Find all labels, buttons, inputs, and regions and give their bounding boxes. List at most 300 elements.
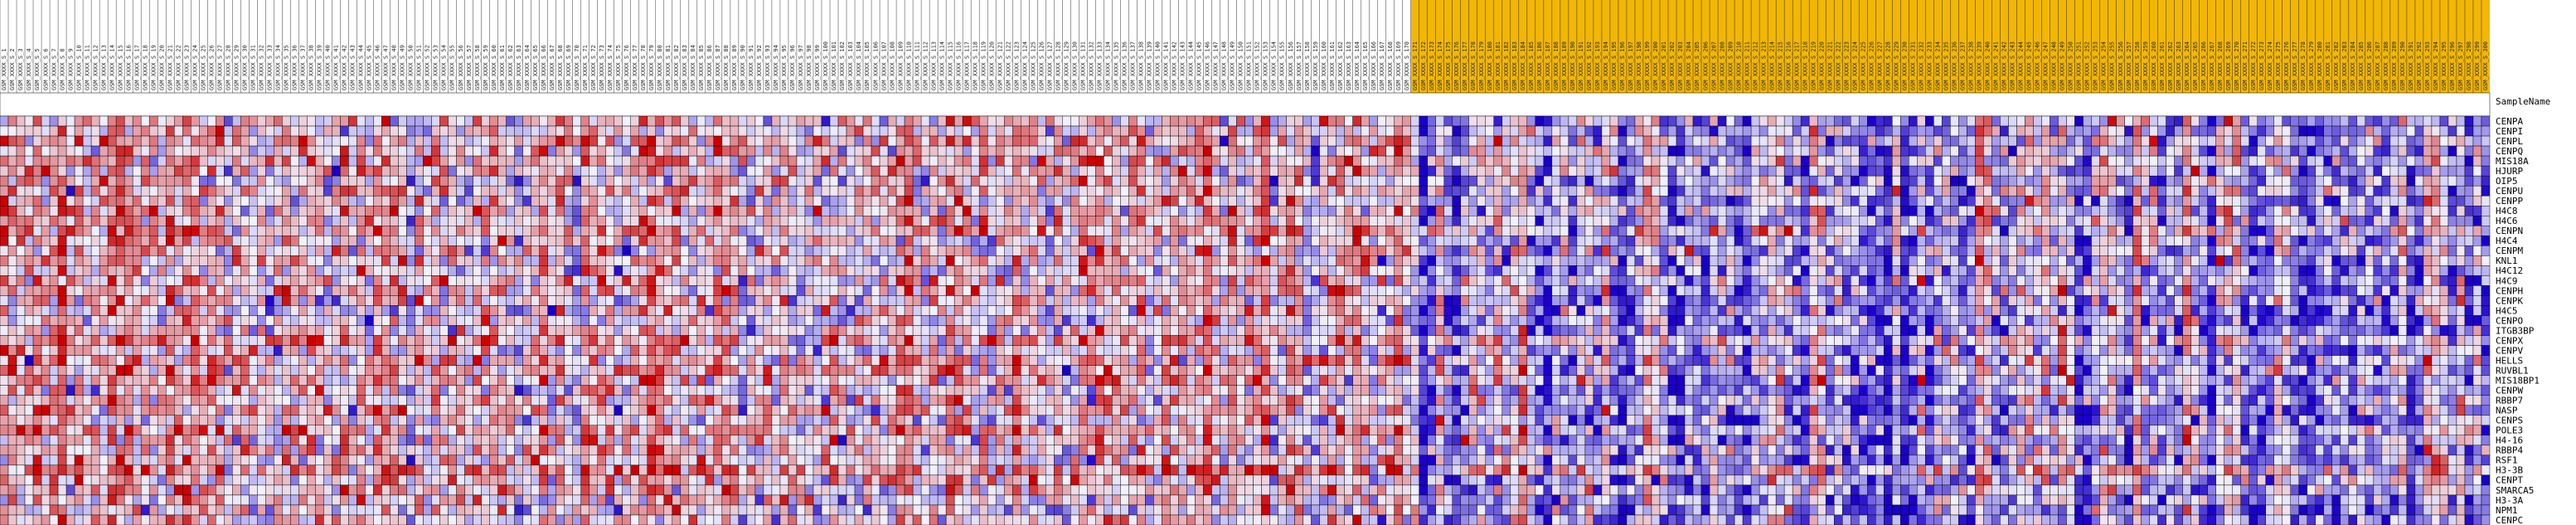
heatmap-cell [706,166,714,176]
heatmap-cell [1494,245,1502,255]
heatmap-cell [1112,146,1120,156]
heatmap-cell [888,255,896,265]
heatmap-cell [465,255,473,265]
heatmap-cell [531,216,540,226]
heatmap-cell [2473,226,2481,236]
heatmap-cell [2440,156,2448,166]
heatmap-cell [548,196,556,206]
heatmap-cell [1859,186,1867,196]
heatmap-cell [1178,156,1186,166]
sample-column-label: GSM_XXXX_S_258 [2133,41,2141,90]
heatmap-cell [838,245,847,255]
heatmap-cell [863,226,871,236]
heatmap-cell [589,166,598,176]
heatmap-cell [805,116,813,126]
heatmap-cell [1900,146,1909,156]
heatmap-cell [664,166,672,176]
heatmap-cell [1751,245,1759,255]
heatmap-cell [1925,216,1933,226]
heatmap-cell [1602,146,1610,156]
heatmap-cell [2241,146,2249,156]
heatmap-cell [813,206,822,216]
heatmap-cell [133,126,141,136]
heatmap-cell [1627,146,1635,156]
heatmap-cell [614,156,623,166]
heatmap-cell [2448,156,2457,166]
heatmap-cell [1104,116,1112,126]
heatmap-cell [2016,186,2025,196]
heatmap-cell [1245,186,1254,196]
heatmap-cell [780,116,788,126]
heatmap-cell [1137,166,1145,176]
heatmap-cell [1602,116,1610,126]
heatmap-cell [365,255,373,265]
heatmap-cell [124,126,133,136]
heatmap-cell [340,216,348,226]
heatmap-cell [2382,146,2390,156]
heatmap-cell [2283,245,2291,255]
sample-column-label: GSM_XXXX_S_27 [216,45,224,90]
heatmap-cell [2100,196,2108,206]
heatmap-cell [2324,176,2332,186]
sample-column-label: GSM_XXXX_S_167 [1378,41,1385,90]
heatmap-cell [1668,166,1676,176]
heatmap-cell [971,126,979,136]
heatmap-cell [1195,216,1203,226]
heatmap-cell [1477,156,1486,166]
heatmap-cell [1942,136,1950,146]
heatmap-cell [1245,176,1254,186]
sample-column-label: GSM_XXXX_S_259 [2142,41,2149,90]
heatmap-cell [1643,146,1652,156]
heatmap-cell [1685,156,1693,166]
heatmap-cell [58,236,66,245]
heatmap-cell [1037,156,1045,166]
heatmap-cell [1486,245,1494,255]
heatmap-cell [2324,126,2332,136]
heatmap-cell [896,245,905,255]
heatmap-cell [1045,206,1054,216]
heatmap-cell [797,176,805,186]
heatmap-cell [507,176,515,186]
heatmap-cell [863,136,871,146]
heatmap-cell [1909,216,1917,226]
heatmap-cell [398,245,406,255]
heatmap-cell [1087,255,1095,265]
heatmap-cell [523,126,531,136]
heatmap-cell [515,176,523,186]
heatmap-cell [2448,206,2457,216]
heatmap-cell [2175,136,2183,146]
heatmap-cell [2274,236,2283,245]
heatmap-cell [946,126,954,136]
heatmap-cell [1502,116,1511,126]
heatmap-cell [2033,166,2041,176]
heatmap-cell [606,136,614,146]
heatmap-cell [240,236,249,245]
sample-column-label: GSM_XXXX_S_268 [2216,41,2224,90]
heatmap-cell [2291,216,2299,226]
heatmap-cell [987,146,996,156]
heatmap-cell [913,226,921,236]
heatmap-cell [224,116,232,126]
heatmap-cell [1419,216,1428,226]
heatmap-cell [1759,226,1768,236]
heatmap-cell [75,186,83,196]
heatmap-cell [1461,196,1469,206]
heatmap-cell [697,226,706,236]
heatmap-cell [697,186,706,196]
heatmap-cell [954,136,963,146]
heatmap-cell [1021,166,1029,176]
heatmap-cell [1021,255,1029,265]
heatmap-cell [2382,236,2390,245]
heatmap-cell [2041,146,2050,156]
heatmap-cell [1153,116,1162,126]
heatmap-cell [2448,236,2457,245]
heatmap-cell [1710,216,1718,226]
heatmap-cell [1527,126,1535,136]
heatmap-cell [2341,136,2349,146]
heatmap-cell [714,245,722,255]
heatmap-cell [2224,245,2233,255]
heatmap-cell [1328,226,1337,236]
sample-column-label: GSM_XXXX_S_185 [1528,41,1535,90]
heatmap-cell [863,156,871,166]
heatmap-cell [498,236,507,245]
heatmap-cell [141,176,149,186]
heatmap-cell [855,116,863,126]
heatmap-cell [1768,226,1776,236]
heatmap-cell [581,216,589,226]
heatmap-cell [2166,136,2175,146]
sample-column-label: GSM_XXXX_S_59 [482,45,489,90]
heatmap-cell [141,126,149,136]
heatmap-cell [1444,226,1453,236]
heatmap-cell [8,116,17,126]
heatmap-cell [905,146,913,156]
heatmap-cell [822,236,830,245]
heatmap-cell [589,206,598,216]
heatmap-cell [1560,116,1569,126]
heatmap-cell [971,146,979,156]
heatmap-cell [913,116,921,126]
heatmap-cell [357,166,365,176]
heatmap-cell [805,216,813,226]
heatmap-cell [1585,255,1594,265]
heatmap-cell [2100,236,2108,245]
heatmap-cell [473,126,482,136]
heatmap-cell [979,156,987,166]
heatmap-cell [265,136,274,146]
heatmap-cell [149,156,158,166]
heatmap-cell [938,206,946,216]
heatmap-cell [1461,176,1469,186]
heatmap-cell [465,126,473,136]
heatmap-cell [1195,255,1203,265]
heatmap-cell [938,236,946,245]
heatmap-cell [1660,126,1668,136]
heatmap-cell [1892,146,1900,156]
heatmap-cell [2191,166,2200,176]
heatmap-cell [1395,126,1403,136]
heatmap-cell [548,156,556,166]
heatmap-cell [2357,245,2365,255]
heatmap-cell [1751,126,1759,136]
heatmap-cell [482,236,490,245]
heatmap-cell [523,196,531,206]
sample-column-label: GSM_XXXX_S_14 [109,45,116,90]
heatmap-cell [2457,126,2465,136]
heatmap-cell [2166,236,2175,245]
heatmap-cell [1759,146,1768,156]
heatmap-cell [1668,176,1676,186]
heatmap-cell [764,196,772,206]
heatmap-cell [589,136,598,146]
heatmap-cell [1112,255,1120,265]
heatmap-cell [41,176,50,186]
heatmap-cell [2041,196,2050,206]
heatmap-cell [1544,156,1552,166]
heatmap-cell [2117,146,2125,156]
heatmap-cell [2058,126,2066,136]
heatmap-cell [1444,245,1453,255]
sample-column-label: GSM_XXXX_S_182 [1503,41,1511,90]
heatmap-cell [1295,206,1303,216]
heatmap-cell [1128,255,1137,265]
heatmap-cell [1378,255,1386,265]
heatmap-cell [979,216,987,226]
heatmap-cell [2224,166,2233,176]
heatmap-cell [2216,176,2224,186]
heatmap-cell [2481,176,2490,186]
sample-column-label: GSM_XXXX_S_276 [2283,41,2290,90]
heatmap-cell [1021,245,1029,255]
heatmap-cell [365,236,373,245]
heatmap-cell [415,116,424,126]
heatmap-cell [332,216,340,226]
heatmap-cell [58,146,66,156]
heatmap-cell [1395,166,1403,176]
heatmap-cell [1826,166,1834,176]
sample-column-label: GSM_XXXX_S_202 [1669,41,1676,90]
heatmap-cell [714,176,722,186]
heatmap-cell [1527,226,1535,236]
heatmap-cell [2357,126,2365,136]
heatmap-cell [2175,216,2183,226]
sample-column-label: GSM_XXXX_S_104 [856,41,863,90]
heatmap-cell [672,156,681,166]
heatmap-cell [523,216,531,226]
heatmap-cell [573,255,581,265]
heatmap-cell [1734,136,1743,146]
sample-column-label: GSM_XXXX_S_149 [1229,41,1236,90]
heatmap-cell [406,255,415,265]
heatmap-cell [2175,166,2183,176]
heatmap-cell [1278,186,1287,196]
heatmap-cell [954,255,963,265]
heatmap-cell [1254,116,1262,126]
sample-column-label: GSM_XXXX_S_122 [1005,41,1012,90]
heatmap-cell [166,136,174,146]
heatmap-cell [548,206,556,216]
heatmap-cell [2058,206,2066,216]
heatmap-cell [1162,116,1170,126]
heatmap-cell [0,126,8,136]
heatmap-cell [672,196,681,206]
heatmap-cell [888,146,896,156]
heatmap-cell [2374,116,2382,126]
heatmap-cell [2465,216,2473,226]
heatmap-cell [2266,216,2274,226]
heatmap-cell [1801,226,1809,236]
heatmap-cell [2291,116,2299,126]
heatmap-cell [99,136,108,146]
heatmap-cell [75,156,83,166]
heatmap-cell [298,176,307,186]
heatmap-cell [2283,136,2291,146]
heatmap-cell [1337,126,1345,136]
heatmap-cell [406,146,415,156]
heatmap-cell [2382,216,2390,226]
heatmap-cell [1353,236,1361,245]
heatmap-cell [1660,196,1668,206]
heatmap-cell [2307,186,2316,196]
heatmap-cell [1511,255,1519,265]
heatmap-cell [2142,156,2150,166]
heatmap-cell [979,186,987,196]
heatmap-cell [25,156,33,166]
heatmap-cell [1983,226,1991,236]
heatmap-cell [681,116,689,126]
heatmap-cell [714,196,722,206]
heatmap-cell [1128,136,1137,146]
heatmap-cell [1428,226,1436,236]
heatmap-cell [415,166,424,176]
heatmap-cell [207,156,216,166]
heatmap-cell [323,206,332,216]
heatmap-cell [1577,136,1585,146]
heatmap-cell [191,255,199,265]
heatmap-cell [440,156,449,166]
heatmap-cell [340,116,348,126]
heatmap-cell [323,196,332,206]
heatmap-cell [440,186,449,196]
heatmap-cell [66,176,75,186]
heatmap-cell [2407,136,2415,146]
heatmap-cell [2473,186,2481,196]
heatmap-cell [556,136,565,146]
heatmap-cell [2407,166,2415,176]
sample-column-label: GSM_XXXX_S_277 [2291,41,2298,90]
heatmap-cell [2341,196,2349,206]
heatmap-cell [589,156,598,166]
heatmap-cell [199,255,207,265]
heatmap-cell [565,216,573,226]
heatmap-cell [788,126,797,136]
heatmap-cell [1419,126,1428,136]
heatmap-cell [2457,216,2465,226]
heatmap-cell [1436,196,1444,206]
heatmap-cell [722,116,730,126]
heatmap-cell [1095,245,1104,255]
heatmap-cell [1726,176,1734,186]
heatmap-cell [0,245,8,255]
heatmap-cell [1469,245,1477,255]
heatmap-cell [1668,136,1676,146]
heatmap-cell [41,236,50,245]
heatmap-cell [1236,226,1244,236]
heatmap-cell [1842,146,1851,156]
heatmap-cell [938,245,946,255]
heatmap-cell [1618,186,1627,196]
heatmap-cell [424,196,432,206]
heatmap-cell [2125,126,2133,136]
heatmap-cell [1403,136,1411,146]
heatmap-cell [855,226,863,236]
heatmap-cell [1145,206,1153,216]
heatmap-cell [282,255,290,265]
heatmap-cell [1137,245,1145,255]
sample-column-label: GSM_XXXX_S_298 [2466,41,2473,90]
heatmap-cell [2349,186,2357,196]
heatmap-cell [182,245,191,255]
heatmap-cell [2175,156,2183,166]
heatmap-cell [432,176,440,186]
heatmap-cell [1685,216,1693,226]
heatmap-cell [240,176,249,186]
heatmap-cell [1145,156,1153,166]
heatmap-cell [2233,166,2241,176]
heatmap-cell [2473,156,2481,166]
heatmap-cell [531,166,540,176]
heatmap-cell [50,146,58,156]
heatmap-cell [1287,255,1295,265]
heatmap-cell [739,226,747,236]
heatmap-cell [938,126,946,136]
heatmap-cell [2324,226,2332,236]
heatmap-cell [1287,226,1295,236]
heatmap-cell [1942,166,1950,176]
heatmap-cell [2100,166,2108,176]
heatmap-cell [963,136,971,146]
heatmap-cell [1419,136,1428,146]
heatmap-cell [1892,216,1900,226]
heatmap-cell [199,216,207,226]
heatmap-cell [1743,146,1751,156]
heatmap-cell [465,146,473,156]
heatmap-cell [1519,196,1527,206]
heatmap-cell [880,126,888,136]
heatmap-cell [614,216,623,226]
heatmap-cell [2374,196,2382,206]
heatmap-cell [1502,146,1511,156]
heatmap-cell [108,156,116,166]
sample-column-label: GSM_XXXX_S_252 [2084,41,2091,90]
heatmap-cell [357,126,365,136]
heatmap-cell [1236,186,1244,196]
heatmap-cell [498,216,507,226]
sample-column-label: GSM_XXXX_S_78 [639,45,647,90]
heatmap-cell [1511,166,1519,176]
heatmap-cell [1809,216,1817,226]
heatmap-cell [2332,156,2341,166]
heatmap-cell [1726,116,1734,126]
heatmap-cell [1477,186,1486,196]
heatmap-cell [1909,126,1917,136]
heatmap-cell [2058,226,2066,236]
heatmap-cell [896,156,905,166]
